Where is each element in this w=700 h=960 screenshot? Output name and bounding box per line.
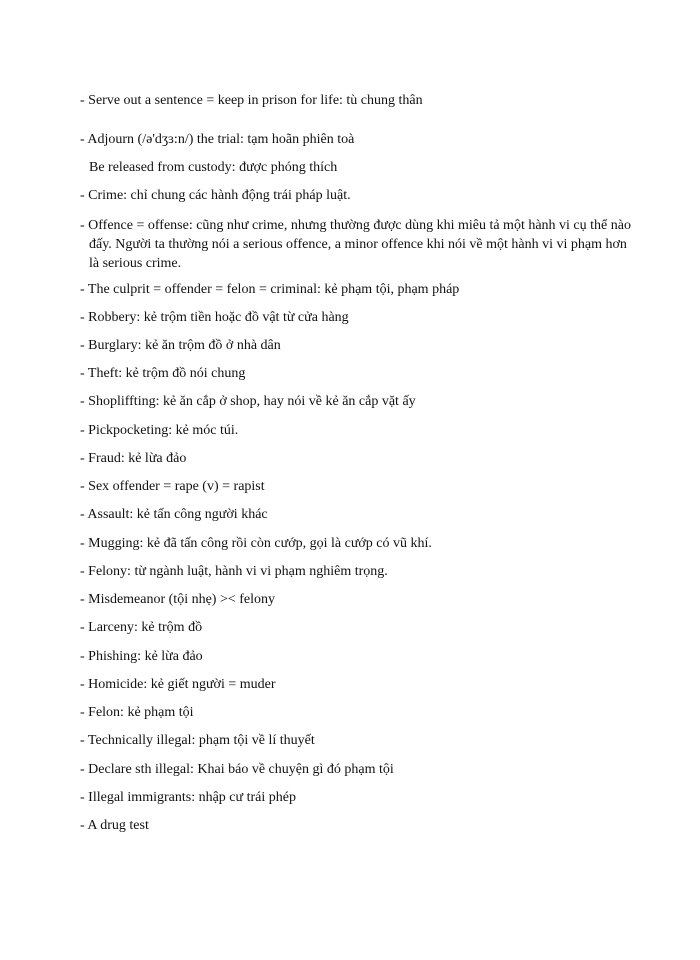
vocab-line-serve-out-sentence: - Serve out a sentence = keep in prison for life: tù chung thân	[80, 93, 423, 108]
vocab-line-robbery: - Robbery: kẻ trộm tiền hoặc đồ vật từ cửa hàng	[80, 310, 349, 325]
vocab-line-sex-offender: - Sex offender = rape (v) = rapist	[80, 479, 265, 494]
vocab-line-illegal-immigrants: - Illegal immigrants: nhập cư trái phép	[80, 790, 296, 805]
vocab-line-theft: - Theft: kẻ trộm đồ nói chung	[80, 366, 246, 381]
vocab-line-crime: - Crime: chỉ chung các hành động trái pháp luật.	[80, 188, 351, 203]
vocab-line-phishing: - Phishing: kẻ lừa đảo	[80, 649, 203, 664]
vocab-line-assault: - Assault: kẻ tấn công người khác	[80, 507, 268, 522]
vocab-line-shoplifting: - Shopliffting: kẻ ăn cắp ở shop, hay nói về kẻ ăn cắp vặt ấy	[80, 394, 416, 409]
vocab-line-felon: - Felon: kẻ phạm tội	[80, 705, 194, 720]
vocab-line-drug-test: - A drug test	[80, 818, 149, 833]
offence-line-1: - Offence = offense: cũng như crime, nhưng thường được dùng khi miêu tả một hành vi cụ thể nào	[80, 218, 631, 233]
vocab-line-technically-illegal: - Technically illegal: phạm tội về lí thuyết	[80, 733, 315, 748]
vocab-line-misdemeanor: - Misdemeanor (tội nhẹ) >< felony	[80, 592, 276, 607]
vocab-line-burglary: - Burglary: kẻ ăn trộm đồ ở nhà dân	[80, 338, 281, 353]
vocab-line-culprit: - The culprit = offender = felon = criminal: kẻ phạm tội, phạm pháp	[80, 282, 460, 297]
vocab-line-adjourn: - Adjourn (/ə'dʒɜ:n/) the trial: tạm hoãn phiên toà	[80, 132, 355, 147]
vocab-line-homicide: - Homicide: kẻ giết người = muder	[80, 677, 276, 692]
vocab-line-mugging: - Mugging: kẻ đã tấn công rồi còn cướp, gọi là cướp có vũ khí.	[80, 536, 432, 551]
vocab-line-larceny: - Larceny: kẻ trộm đồ	[80, 620, 203, 635]
vocab-line-pickpocketing: - Pickpocketing: kẻ móc túi.	[80, 423, 239, 438]
vocab-line-felony: - Felony: từ ngành luật, hành vi vi phạm nghiêm trọng.	[80, 564, 388, 579]
vocab-paragraph-offence	[80, 216, 640, 273]
offence-line-3: là serious crime.	[89, 256, 182, 271]
vocab-line-released-custody: Be released from custody: được phóng thích	[89, 160, 338, 175]
vocab-line-declare-illegal: - Declare sth illegal: Khai báo về chuyện gì đó phạm tội	[80, 762, 394, 777]
vocab-line-fraud: - Fraud: kẻ lừa đảo	[80, 451, 187, 466]
offence-line-2: đấy. Người ta thường nói a serious offence, a minor offence khi nói về một hành vi vi phạm hơn	[89, 237, 627, 252]
